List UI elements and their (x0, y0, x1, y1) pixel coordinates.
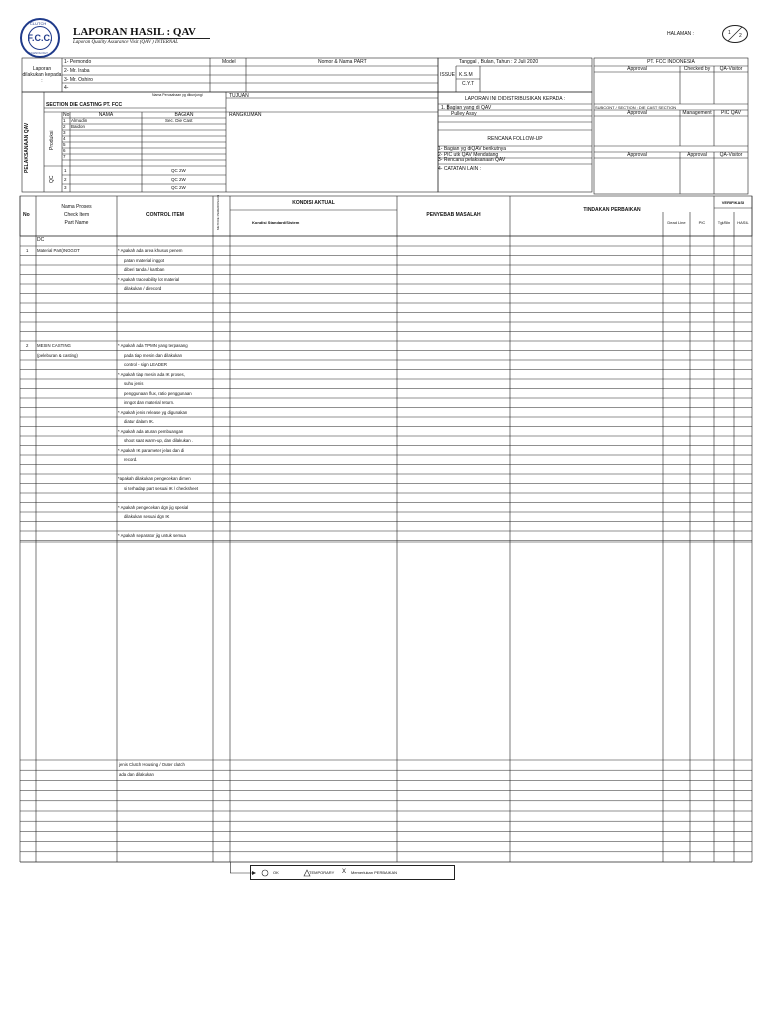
main-col-hasil: HASIL (737, 220, 749, 225)
main-col-tindakan: TINDAKAN PERBAIKAN (583, 207, 641, 213)
followup-item-3: 3- Rencana pelaksanaan QAV (438, 157, 506, 163)
main-col-verifikasi: VERIFIKASI (721, 200, 745, 205)
main-col-metode: METODE PEMERIKSAAN (216, 194, 220, 230)
main-col-control: CONTROL ITEM (146, 212, 184, 218)
main-row-proses: MESIN CASTING (37, 343, 71, 348)
produksi-no-3: 3 (63, 130, 66, 135)
main-row-proses: Material Part(INGGOT (37, 248, 80, 253)
main-row-control: si terhadap part sesuai IK / checksheet (124, 485, 199, 491)
pelaksanaan-label: PELAKSANAAN QAV (24, 122, 30, 173)
qc-bagian-1: QC 2W (171, 168, 186, 173)
main-row-control: * Apakah IK parameter jelas dan di (118, 447, 185, 453)
low-approval-2: Approval (687, 152, 707, 158)
issue-value-1: K.S.M (459, 72, 473, 78)
produksi-no-7: 7 (63, 154, 66, 159)
bottom-row-control: jenis Clutch Housing / Outer clutch (119, 762, 185, 767)
issue-label: ISSUE (440, 72, 456, 78)
main-row-proses: (peleburan & casting) (37, 352, 78, 358)
main-row-control: control - sign LEADER (124, 362, 167, 367)
followup-item-1: 1- Bagian yg diQAV berikutnya (438, 146, 507, 152)
low-approval-1: Approval (627, 152, 647, 158)
main-col-kondisi: KONDISI AKTUAL (292, 200, 335, 206)
main-row-control: shoot saat warm-up, dan dilakukan . (124, 438, 194, 443)
produksi-label: Produksi (49, 130, 55, 150)
legend-ok: OK (273, 870, 279, 875)
qc-no-1: 1 (64, 168, 67, 173)
main-col-deadline: Dead Line (667, 220, 686, 225)
followup-item-4: 4- CATATAN LAIN : (438, 166, 481, 172)
issue-value-2: C.Y.T (462, 81, 475, 87)
main-row-control: diberi tanda / kartban (124, 267, 165, 272)
followup-item-2: 2- PIC utk QAV Mendatang (438, 152, 499, 158)
legend-perbaikan: Memerlukan PERBAIKAN (351, 870, 398, 875)
person-3: 3- Mr. Oshiro (64, 77, 93, 83)
mid-approval-1: Approval (627, 110, 647, 116)
main-col-pic: PIC (698, 220, 706, 225)
main-row-control: patan material inggot (124, 257, 165, 263)
main-row-control: penggunaan flux, ratio penggunaan (124, 390, 192, 396)
produksi-no-4: 4 (63, 136, 66, 141)
mid-approval-2: Management (682, 110, 712, 116)
page-current: 1 (728, 30, 731, 36)
main-row-control: * Apakah separator jig untuk semua (118, 533, 186, 538)
distribusi-label: LAPORAN INI DIDISTRIBUSIKAN KEPADA : (464, 96, 566, 102)
main-row-control: * Apakah pengecekan dgn jig spesial (118, 504, 189, 510)
main-row-no: 1 (26, 248, 29, 253)
distribusi-item-1: 1. Bagian yang di QAV (441, 105, 492, 111)
main-row-control: suhu jenis (124, 381, 144, 386)
main-col-proses-2: Check Item (63, 212, 90, 218)
followup-label: RENCANA FOLLOW-UP (487, 136, 543, 142)
produksi-no-6: 6 (63, 148, 66, 153)
main-col-tgl: Tgl/Bln (717, 220, 731, 225)
mid-approval-3: PIC QAV (721, 110, 741, 116)
section-label: SECTION DIE CASTING PT. FCC (46, 102, 123, 108)
qc-no-2: 2 (64, 176, 67, 182)
distribusi-item-2: Pulley Assy (451, 111, 477, 117)
main-row-control: dilakukan / direcord (124, 286, 162, 291)
person-2: 2- Mr. Iraba (64, 68, 90, 74)
page-title: LAPORAN HASIL : QAV (73, 26, 196, 38)
main-row-control: * Apakah ada aturan pembuangan (118, 428, 184, 434)
cross-icon: X (342, 869, 347, 875)
main-col-proses-3: Part Name (64, 220, 89, 226)
produksi-no-1: 1 (63, 118, 66, 123)
subcont-label: SUBCONT / SECTION : DIE CAST SECTION (595, 105, 677, 110)
model-label: Model (222, 59, 236, 65)
produksi-nama-2: Baidon (71, 124, 86, 129)
ok-circle-icon (261, 869, 269, 877)
col-bagian: BAGIAN (174, 112, 194, 118)
top-approval-2: Checked by (683, 66, 711, 72)
part-label: Nomor & Nama PART (318, 59, 367, 65)
person-1: 1- Pemondo (64, 59, 92, 65)
produksi-bagian-1: Sec. Die Cast (165, 118, 193, 123)
main-row-control: record. (124, 457, 138, 462)
produksi-no-2: 2 (63, 124, 66, 129)
page-subtitle: Laporan Quality Assurance Visit (QAV ) INTERNAL (73, 40, 179, 45)
logo-ring-bottom: TECHNOLOGY (27, 51, 49, 55)
person-4: 4- (64, 85, 69, 91)
legend-temporary: TEMPORARY (309, 870, 335, 875)
qc-bagian-2: QC 2W (171, 176, 186, 182)
qc-no-3: 3 (64, 185, 67, 190)
col-no: No (63, 112, 70, 118)
qc-bagian-3: QC 2W (171, 185, 186, 190)
low-approval-3: QA-Visitor (719, 152, 743, 158)
main-col-proses-1: Nama Proses (61, 204, 92, 210)
rangkuman-label: RANGKUMAN (229, 112, 262, 118)
dc-label: DC (37, 237, 45, 243)
main-row-control: * Apakah ada TPMN yang terpasang (118, 343, 188, 348)
main-row-control: *apakah dilakukan pengecekan dimen (118, 476, 191, 481)
qc-label: QC (49, 175, 55, 183)
top-approval-3: QA-Visitor (719, 66, 743, 72)
main-row-control: pada tiap mesin dan dilakukan (124, 352, 183, 358)
main-row-control: diatur dalam IK. (124, 419, 155, 424)
main-row-control: inngot dan material return. (124, 400, 175, 405)
main-col-penyebab: PENYEBAB MASALAH (426, 212, 481, 218)
dilakukan-label: Laporan dilakukan kepada : (22, 66, 62, 84)
top-approval-1: Approval (627, 66, 647, 72)
legend-box (250, 865, 455, 880)
logo-ring-top: CLUTCH (30, 21, 47, 26)
produksi-no-5: 5 (63, 142, 66, 147)
bottom-row-control: ada dan dilakukan (119, 772, 154, 778)
main-col-kondisi-std: Kondisi Standard/Sistem (252, 220, 300, 225)
tujuan-label: TUJUAN (229, 93, 249, 99)
main-row-control: * Apakah traceability lot material (118, 276, 180, 282)
main-row-control: * Apakah jenis release yg digunakan (118, 409, 188, 415)
page-total: 2 (739, 33, 742, 39)
main-col-no: No (23, 212, 30, 218)
nama-perusahaan-label: Nama Perusahaan yg dikunjungi (152, 93, 203, 97)
halaman-label: HALAMAN : (667, 31, 694, 37)
col-nama: NAMA (98, 112, 114, 118)
main-row-no: 2 (26, 343, 29, 348)
logo-text: F.C.C. (27, 33, 53, 43)
tanggal: Tanggal , Bulan, Tahun : 2 Juli 2020 (459, 59, 539, 65)
main-row-control: dilakukan sesuai dgn IK (124, 514, 170, 519)
company-name: PT. FCC INDONESIA (647, 59, 695, 65)
main-row-control: * Apakah ada area khusus penem (118, 248, 183, 253)
produksi-nama-1: Almudin (71, 118, 88, 123)
main-row-control: * Apakah tiap mesin ada IK proses, (118, 371, 185, 377)
